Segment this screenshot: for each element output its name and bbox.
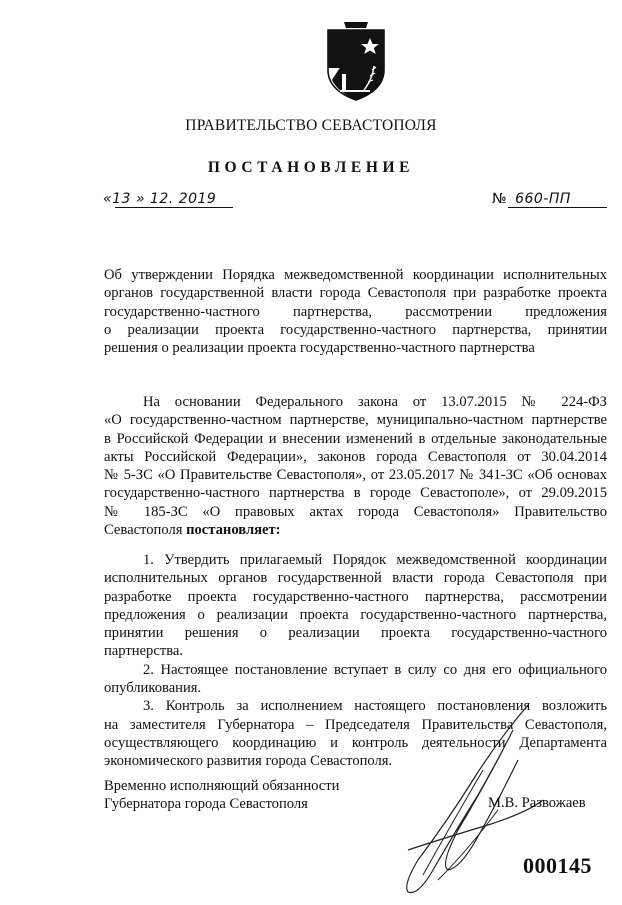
number-underline <box>508 207 607 208</box>
number-prefix: № <box>492 191 508 207</box>
decree-date-value: «13 » 12. 2019 <box>103 191 217 207</box>
coat-of-arms-emblem <box>324 20 388 102</box>
date-underline <box>115 207 233 208</box>
basis-line: На основании Федерального закона от 13.07.2015 № 224-ФЗ <box>143 394 607 410</box>
subject-line: государственно-частного партнерства, рассмотрении предложения <box>104 303 607 320</box>
decree-number <box>492 190 607 208</box>
document-type-title: ПОСТАНОВЛЕНИЕ <box>207 159 415 176</box>
item-3-line: осуществляющего координацию и контроль деятельности Департамента <box>104 734 607 751</box>
signatory-position <box>104 777 339 814</box>
basis-line: в Российской Федерации и внесении изменений в отдельные законодательные <box>104 430 607 447</box>
organization-name: ПРАВИТЕЛЬСТВО СЕВАСТОПОЛЯ <box>185 117 437 134</box>
subject-line: органов государственной власти города Севастополя при разработке проекта <box>104 285 607 302</box>
item-1-line: предложения о реализации проекта государственно-частного партнерства, <box>104 606 607 623</box>
item-2-line: 2. Настоящее постановление вступает в силу со дня его официального <box>143 661 607 678</box>
decree-subject <box>104 266 607 357</box>
serial-number: 000145 <box>523 853 592 878</box>
position-line-2: Губернатора города Севастополя <box>104 796 308 813</box>
legal-basis-paragraph <box>104 393 607 539</box>
basis-last-line <box>104 521 607 539</box>
subject-line: Об утверждении Порядка межведомственной координации исполнительных <box>104 267 607 283</box>
item-2-last-line: опубликования. <box>104 680 202 697</box>
signatory-name: М.В. Развожаев <box>488 795 586 811</box>
basis-line: «О государственно-частном партнерстве, муниципально-частном партнерстве <box>104 412 607 429</box>
decree-keyword: постановляет: <box>186 522 281 539</box>
basis-line: государственно-частного партнерства в городе Севастополе», от 29.09.2015 <box>104 485 607 502</box>
item-1-last-line: партнерства. <box>104 643 184 660</box>
number-value: 660-ПП <box>515 191 571 207</box>
position-line-1: Временно исполняющий обязанности <box>104 778 340 794</box>
subject-line: о реализации проекта государственно-частного партнерства, принятии <box>104 321 607 338</box>
basis-line: № 185-ЗС «О правовых актах города Севастополя» Правительство <box>104 503 607 520</box>
decree-date <box>103 190 233 208</box>
item-3-last-line: экономического развития города Севастополя. <box>104 753 393 770</box>
subject-line: решения о реализации проекта государственно-частного партнерства <box>104 340 535 357</box>
item-1-line: исполнительных органов государственной власти города Севастополя при <box>104 570 607 587</box>
item-3-line: на заместителя Губернатора – Председателя Правительства Севастополя, <box>104 716 607 733</box>
item-1-line: принятии решения о реализации проекта государственно-частного <box>104 625 607 642</box>
item-1-line: разработке проекта государственно-частного партнерства, рассмотрении <box>104 588 607 605</box>
basis-line: № 5-ЗС «О Правительстве Севастополя», от 23.05.2017 № 341-ЗС «Об основах <box>104 467 607 484</box>
item-1-line: 1. Утвердить прилагаемый Порядок межведомственной координации <box>143 552 607 568</box>
basis-line: акты Российской Федерации», законов города Севастополя от 30.04.2014 <box>104 448 607 465</box>
basis-last-text: Севастополя <box>104 522 187 539</box>
item-3-line: 3. Контроль за исполнением настоящего постановления возложить <box>143 698 607 715</box>
